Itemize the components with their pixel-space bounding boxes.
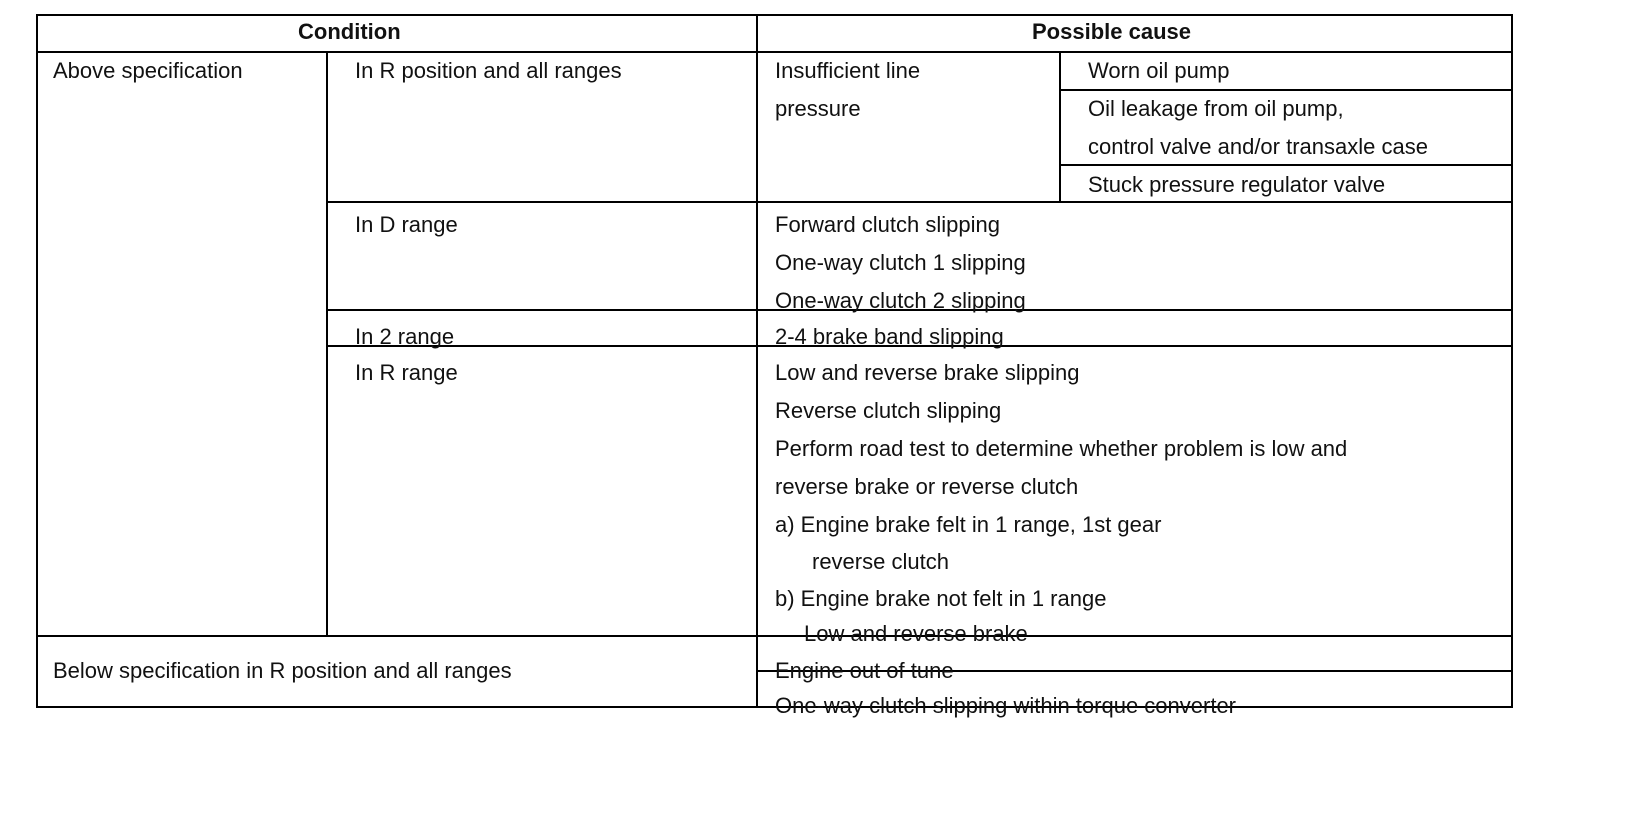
subcause-divider — [1060, 89, 1512, 91]
condition-r-range: In R range — [355, 360, 458, 385]
column-divider — [326, 51, 328, 637]
cause-d-range: Forward clutch slipping — [775, 212, 1000, 237]
subcause-oil-leakage: Oil leakage from oil pump, — [1088, 96, 1344, 121]
cause-d-range: One-way clutch 1 slipping — [775, 250, 1026, 275]
cause-r-range: reverse brake or reverse clutch — [775, 474, 1079, 499]
subcause-oil-leakage: control valve and/or transaxle case — [1088, 134, 1428, 159]
cause-below-spec: Engine out of tune — [775, 658, 954, 683]
cause-below-spec: One-way clutch slipping within torque converter — [775, 693, 1237, 718]
column-divider — [1059, 51, 1061, 203]
cause-r-range: Perform road test to determine whether problem is low and — [775, 436, 1348, 461]
cause-r-range: reverse clutch — [812, 549, 949, 574]
cause-insufficient-pressure: pressure — [775, 96, 861, 121]
cause-2-range: 2-4 brake band slipping — [775, 324, 1004, 349]
row-divider — [36, 635, 1512, 637]
condition-2-range: In 2 range — [355, 324, 455, 349]
cause-r-range: Low and reverse brake slipping — [775, 360, 1080, 385]
row-divider — [327, 201, 1512, 203]
cause-d-range: One-way clutch 2 slipping — [775, 288, 1026, 313]
table-border-right — [1511, 14, 1513, 708]
header-possible-cause: Possible cause — [1032, 19, 1191, 44]
subcause-worn-pump: Worn oil pump — [1088, 58, 1230, 83]
condition-r-all: In R position and all ranges — [355, 58, 622, 83]
subcause-divider — [1060, 164, 1512, 166]
condition-d-range: In D range — [355, 212, 458, 237]
above-spec-label: Above specification — [53, 58, 243, 83]
cause-r-range: b) Engine brake not felt in 1 range — [775, 586, 1107, 611]
subcause-stuck-valve: Stuck pressure regulator valve — [1088, 172, 1386, 197]
table-border-top — [36, 14, 1512, 16]
table-border-bottom — [36, 706, 1512, 708]
cause-insufficient-pressure: Insufficient line — [775, 58, 921, 83]
table-border-left — [36, 14, 38, 708]
below-spec-label: Below specification in R position and all ranges — [53, 658, 512, 683]
cause-r-range: a) Engine brake felt in 1 range, 1st gear — [775, 512, 1162, 537]
cause-r-range: Reverse clutch slipping — [775, 398, 1002, 423]
column-divider — [756, 14, 758, 708]
header-divider — [36, 51, 1512, 53]
cause-r-range: Low and reverse brake — [804, 621, 1028, 646]
header-condition: Condition — [298, 19, 401, 44]
